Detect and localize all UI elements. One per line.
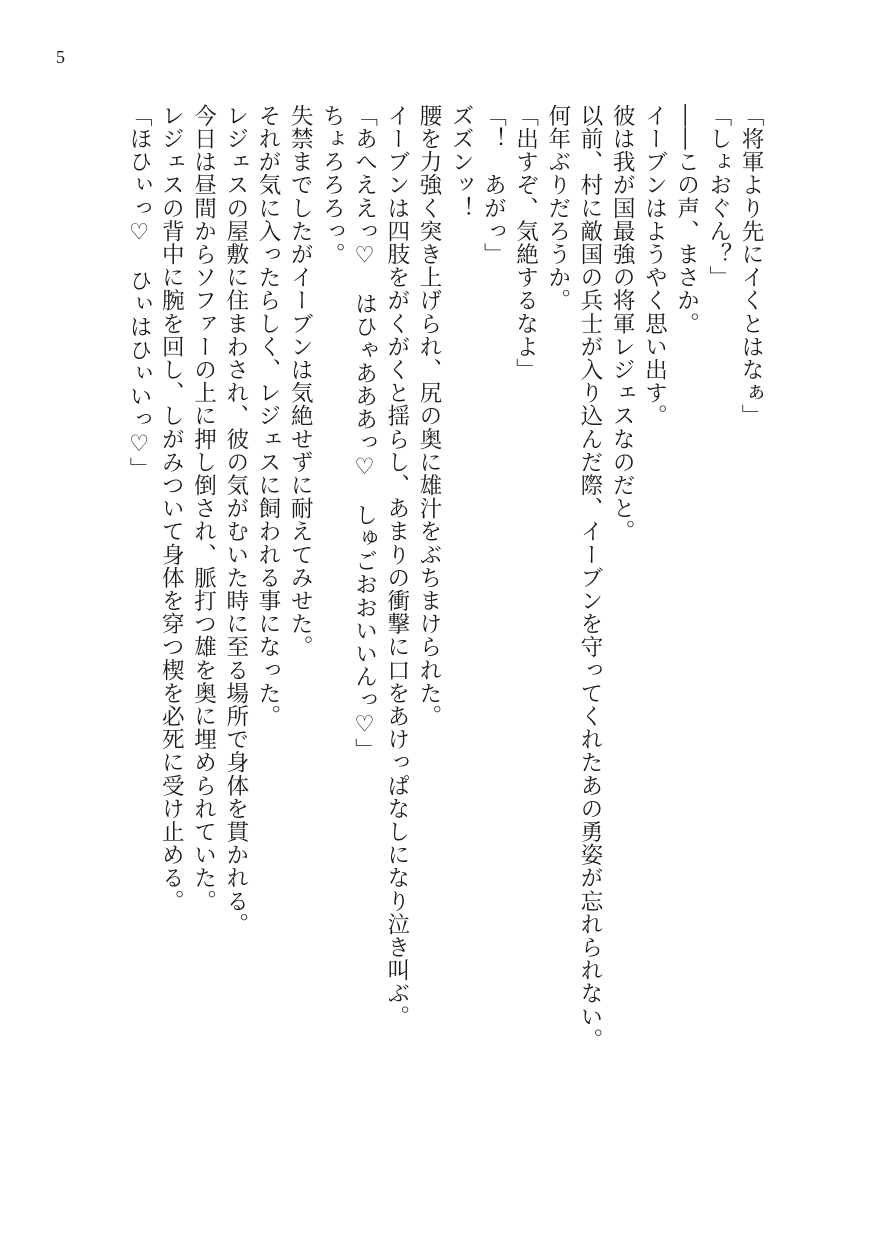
text-line-13: 「あへええっ♡ はひゃあああっ♡ しゅごおおいいんっ♡」 (351, 104, 378, 761)
text-line-10: ズズンッ！ (448, 104, 475, 220)
text-line-14: ちょろろろっ。 (319, 104, 346, 266)
text-line-4: イーブンはようやく思い出す。 (641, 104, 668, 428)
text-line-5: 彼は我が国最強の将軍レジェスなのだと。 (609, 104, 636, 543)
text-line-7: 何年ぶりだろうか。 (544, 104, 571, 312)
text-line-18: 今日は昼間からソファーの上に押し倒され、脈打つ雄を奥に埋められていた。 (190, 104, 217, 913)
text-line-1: 「将軍より先にイくとはなぁ」 (738, 104, 764, 428)
text-line-8: 「出すぞ、気絶するなよ」 (512, 104, 539, 382)
page-number: 5 (56, 47, 65, 67)
text-line-16: それが気に入ったらしく、レジェスに飼われる事になった。 (254, 104, 281, 728)
text-line-15: 失禁までしたがイーブンは気絶せずに耐えてみせた。 (287, 104, 314, 659)
text-line-3: ――この声、まさか。 (673, 104, 700, 335)
text-line-2: 「しょおぐん？」 (705, 104, 732, 289)
text-line-17: レジェスの屋敷に住まわされ、彼の気がむいた時に至る場所で身体を貫かれる。 (222, 104, 249, 936)
text-line-19: レジェスの背中に腕を回し、しがみついて身体を穿つ楔を必死に受け止める。 (158, 104, 185, 913)
text-line-20: 「ほひぃっ♡ ひぃはひぃいっ♡」 (126, 104, 153, 481)
text-line-12: イーブンは四肢をがくがくと揺らし、あまりの衝撃に口をあけっぱなしになり泣き叫ぶ。 (383, 104, 410, 1028)
text-line-9: 「！ あがっ」 (480, 104, 507, 266)
vertical-body-text (123, 104, 767, 1124)
text-line-11: 腰を力強く突き上げられ、尻の奥に雄汁をぶちまけられた。 (415, 104, 442, 728)
text-line-6: 以前、村に敵国の兵士が入り込んだ際、イーブンを守ってくれたあの勇姿が忘れられない。 (576, 104, 603, 1052)
